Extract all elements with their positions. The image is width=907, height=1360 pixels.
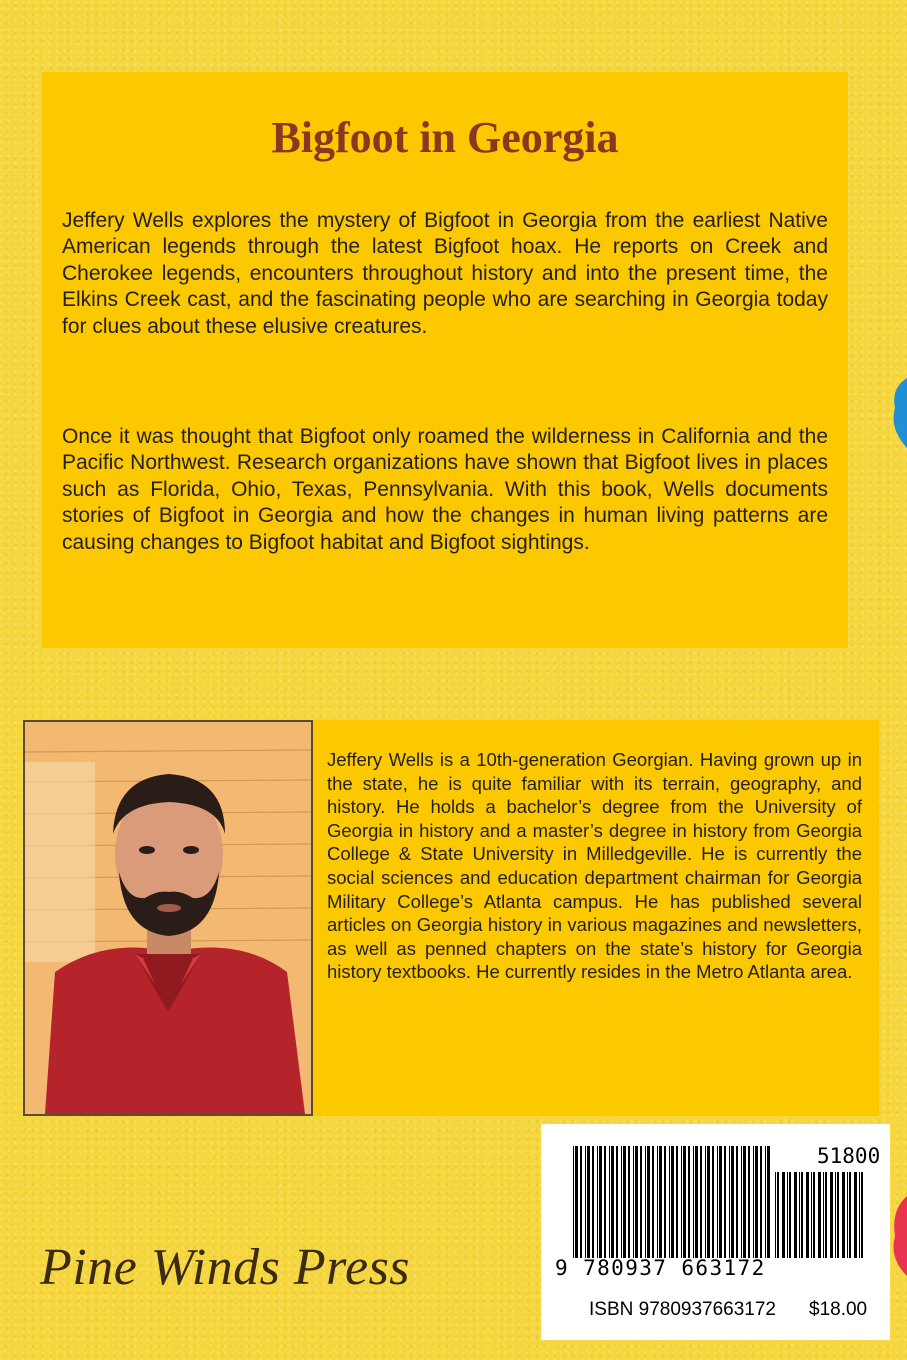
blurb-paragraph: Once it was thought that Bigfoot only roamed the wilderness in California and the Pacific Northwest. Research organizations have shown that Bigfoot lives in places such as Florida, Ohio, Texas, Pennsylvania. With this book, Wells documents stories of Bigfoot in Georgia and how the changes in human living patterns are causing changes to Bigfoot habitat and Bigfoot sightings. (62, 425, 828, 554)
price-barcode (775, 1172, 867, 1258)
isbn-label: ISBN 9780937663172 (589, 1299, 776, 1320)
price-code: 51800 (817, 1144, 881, 1168)
book-title: Bigfoot in Georgia (271, 113, 619, 162)
edge-decoration (887, 1196, 907, 1276)
barcode-digits: 9 780937 663172 (555, 1256, 766, 1280)
blurb-paragraph: Jeffery Wells explores the mystery of Bigfoot in Georgia from the earliest Native American legends through the latest Bigfoot hoax. He reports on Creek and Cherokee legends, encounters throughout history and into the present time, the Elkins Creek cast, and the fascinating people who are searching in Georgia today for clues about these elusive creatures. (62, 209, 828, 338)
author-bio-panel (23, 720, 879, 1116)
price-label: $18.00 (809, 1299, 868, 1320)
author-photo (23, 720, 313, 1116)
barcode-area (541, 1124, 890, 1340)
edge-decoration (889, 378, 907, 448)
author-bio: Jeffery Wells is a 10th-generation Georgian. Having grown up in the state, he is quite familiar with its terrain, geography, and history. He holds a bachelor’s degree from the University of Georgia in history and a master’s degree in history from Georgia College & State University in Milledgeville. He is currently the social sciences and education department chairman for Georgia Military College’s Atlanta campus. He has published several articles on Georgia history in various magazines and newsletters, as well as penned chapters on the state’s history for Georgia history textbooks. He currently resides in the Metro Atlanta area. (327, 749, 862, 983)
isbn-barcode (573, 1146, 773, 1258)
description-panel (42, 72, 848, 648)
publisher-logo: Pine Winds Press (40, 1239, 411, 1296)
